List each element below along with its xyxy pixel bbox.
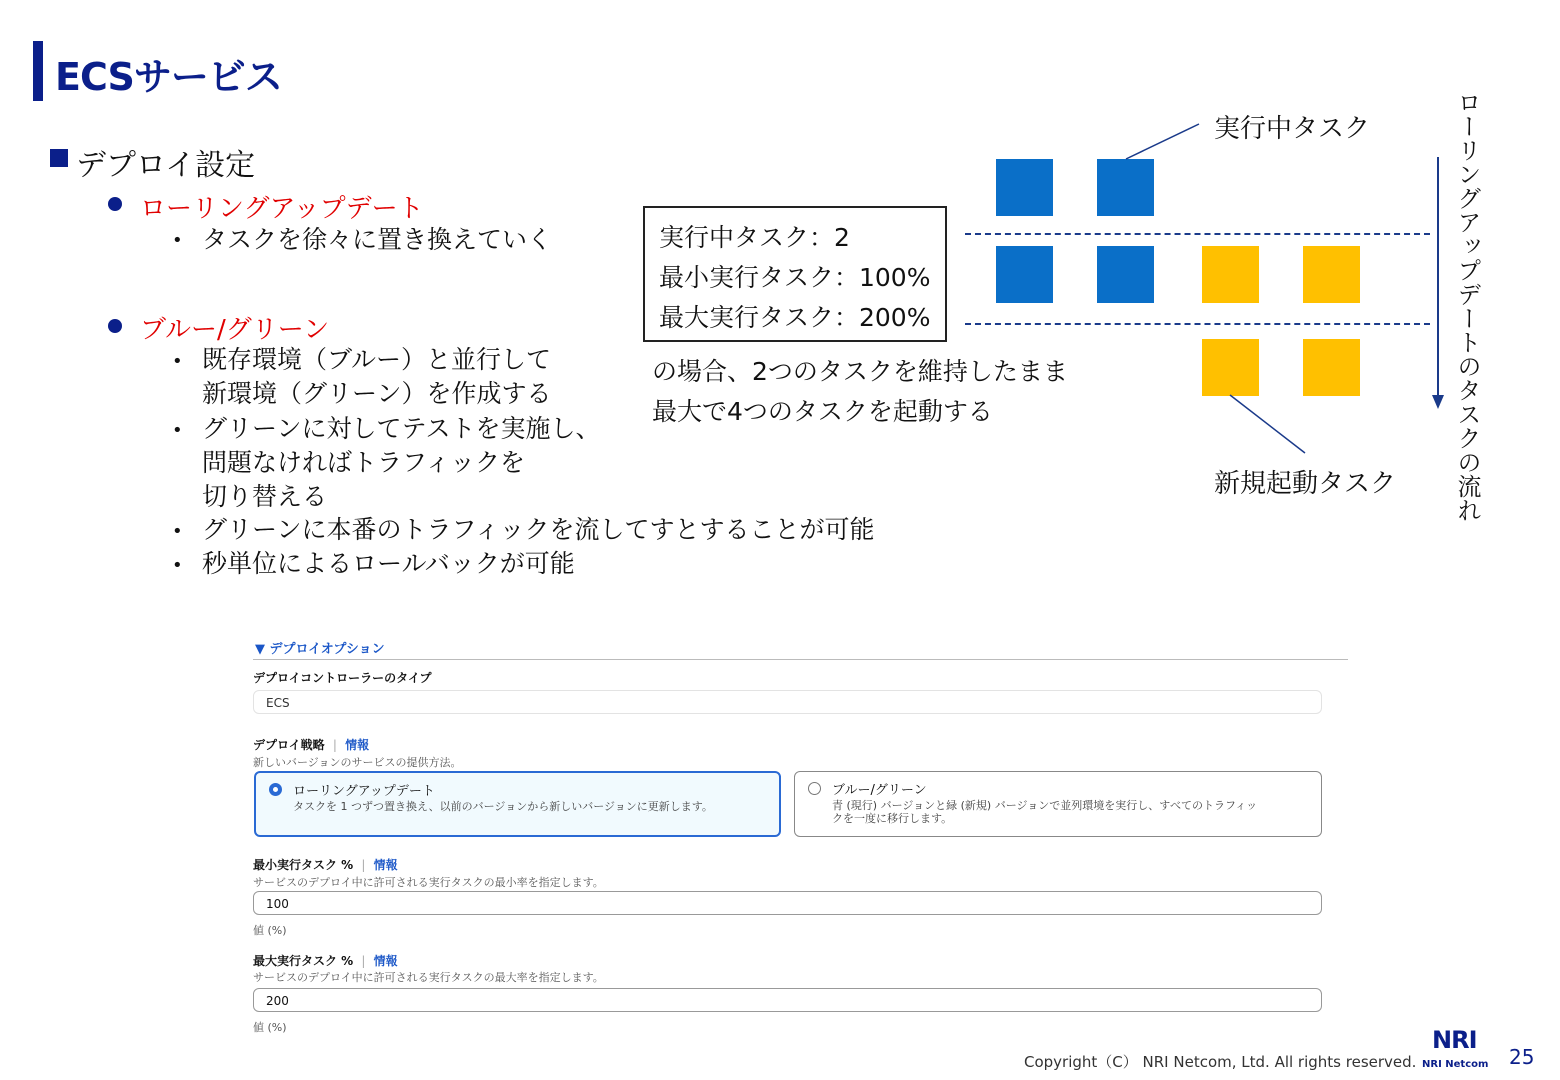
note-line: の場合、2つのタスクを維持したまま — [652, 357, 1068, 386]
divider — [253, 659, 1348, 660]
info-link[interactable]: 情報 — [373, 858, 398, 872]
note-line: 最大で4つのタスクを起動する — [652, 397, 993, 426]
box-line: 実行中タスク：2 — [659, 223, 850, 252]
option-desc: タスクを 1 つずつ置き換え、以前のバージョンから新しいバージョンに更新します。 — [293, 800, 713, 813]
bluegreen-item: 新環境（グリーン）を作成する — [202, 379, 552, 408]
option-desc: 青 (現行) バージョンと緑 (新規) バージョンで並列環境を実行し、すべてのトラフィッ — [832, 799, 1258, 812]
bullet-small: • — [172, 555, 183, 576]
deploy-options-panel — [253, 632, 1350, 1042]
flow-arrow-icon — [1428, 155, 1448, 415]
max-tasks-label: 最大実行タスク % | 情報 — [253, 954, 398, 968]
min-tasks-input[interactable]: 100 — [253, 891, 1322, 915]
bullet-dot — [108, 319, 122, 333]
copyright: Copyright（C） NRI Netcom, Ltd. All rights reserved. — [1024, 1053, 1417, 1071]
bullet-small: • — [172, 521, 183, 542]
bluegreen-item: 問題なければトラフィックを — [202, 448, 526, 477]
bluegreen-item: グリーンに対してテストを実施し、 — [202, 414, 601, 443]
bluegreen-item: 切り替える — [202, 482, 328, 511]
page-title: ECSサービス — [55, 55, 282, 99]
nri-logo: NRI — [1432, 1026, 1477, 1054]
box-line: 最大実行タスク：200% — [659, 303, 931, 332]
deploy-options-title: デプロイオプション — [269, 642, 385, 657]
new-task-label: 新規起動タスク — [1214, 469, 1397, 499]
unit-hint: 値 (%) — [253, 924, 287, 937]
controller-field: ECS — [253, 690, 1322, 714]
nri-netcom-logo-text: NRI Netcom — [1422, 1059, 1489, 1070]
bluegreen-heading: ブルー/グリーン — [140, 315, 330, 345]
info-link[interactable]: 情報 — [345, 738, 370, 752]
bluegreen-item: 既存環境（ブルー）と並行して — [202, 345, 552, 374]
strategy-label: デプロイ戦略 | 情報 — [253, 738, 370, 752]
bluegreen-item: 秒単位によるロールバックが可能 — [202, 549, 575, 578]
box-line: 最小実行タスク：100% — [659, 263, 931, 292]
option-title: ブルー/グリーン — [832, 783, 927, 798]
radio-button[interactable] — [269, 783, 282, 796]
running-task-block — [996, 159, 1053, 216]
info-link[interactable]: 情報 — [373, 954, 398, 968]
min-tasks-label: 最小実行タスク % | 情報 — [253, 858, 398, 872]
unit-hint: 値 (%) — [253, 1021, 287, 1034]
bluegreen-item: グリーンに本番のトラフィックを流してすとすることが可能 — [202, 515, 875, 544]
bullet-dot — [108, 197, 122, 211]
running-task-label: 実行中タスク — [1214, 114, 1371, 144]
condition-box — [643, 206, 947, 342]
section-marker — [50, 149, 68, 171]
flow-label: ローリングアップデートのタスクの流れ — [1453, 90, 1481, 522]
running-task-block — [996, 246, 1053, 303]
max-tasks-input[interactable]: 200 — [253, 988, 1322, 1012]
option-desc: クを一度に移行します。 — [832, 812, 953, 825]
radio-button[interactable] — [808, 782, 821, 795]
caret-down-icon: ▼ — [255, 642, 265, 657]
option-title: ローリングアップデート — [293, 784, 435, 799]
rolling-heading: ローリングアップデート — [140, 194, 424, 224]
rolling-item: タスクを徐々に置き換えていく — [202, 225, 553, 254]
bullet-small: • — [172, 230, 183, 251]
bullet-small: • — [172, 420, 183, 441]
section-heading: デプロイ設定 — [76, 148, 256, 183]
max-tasks-desc: サービスのデプロイ中に許可される実行タスクの最大率を指定します。 — [253, 971, 604, 984]
radio-rolling-update[interactable] — [254, 771, 781, 837]
radio-blue-green[interactable] — [794, 771, 1322, 837]
page-number: 25 — [1509, 1045, 1535, 1069]
controller-label: デプロイコントローラーのタイプ — [253, 671, 432, 685]
title-accent-bar — [33, 41, 43, 101]
min-tasks-desc: サービスのデプロイ中に許可される実行タスクの最小率を指定します。 — [253, 876, 604, 889]
bullet-small: • — [172, 351, 183, 372]
leader-lines — [1100, 110, 1430, 470]
deploy-options-toggle[interactable] — [255, 638, 385, 657]
strategy-desc: 新しいバージョンのサービスの提供方法。 — [253, 756, 462, 769]
